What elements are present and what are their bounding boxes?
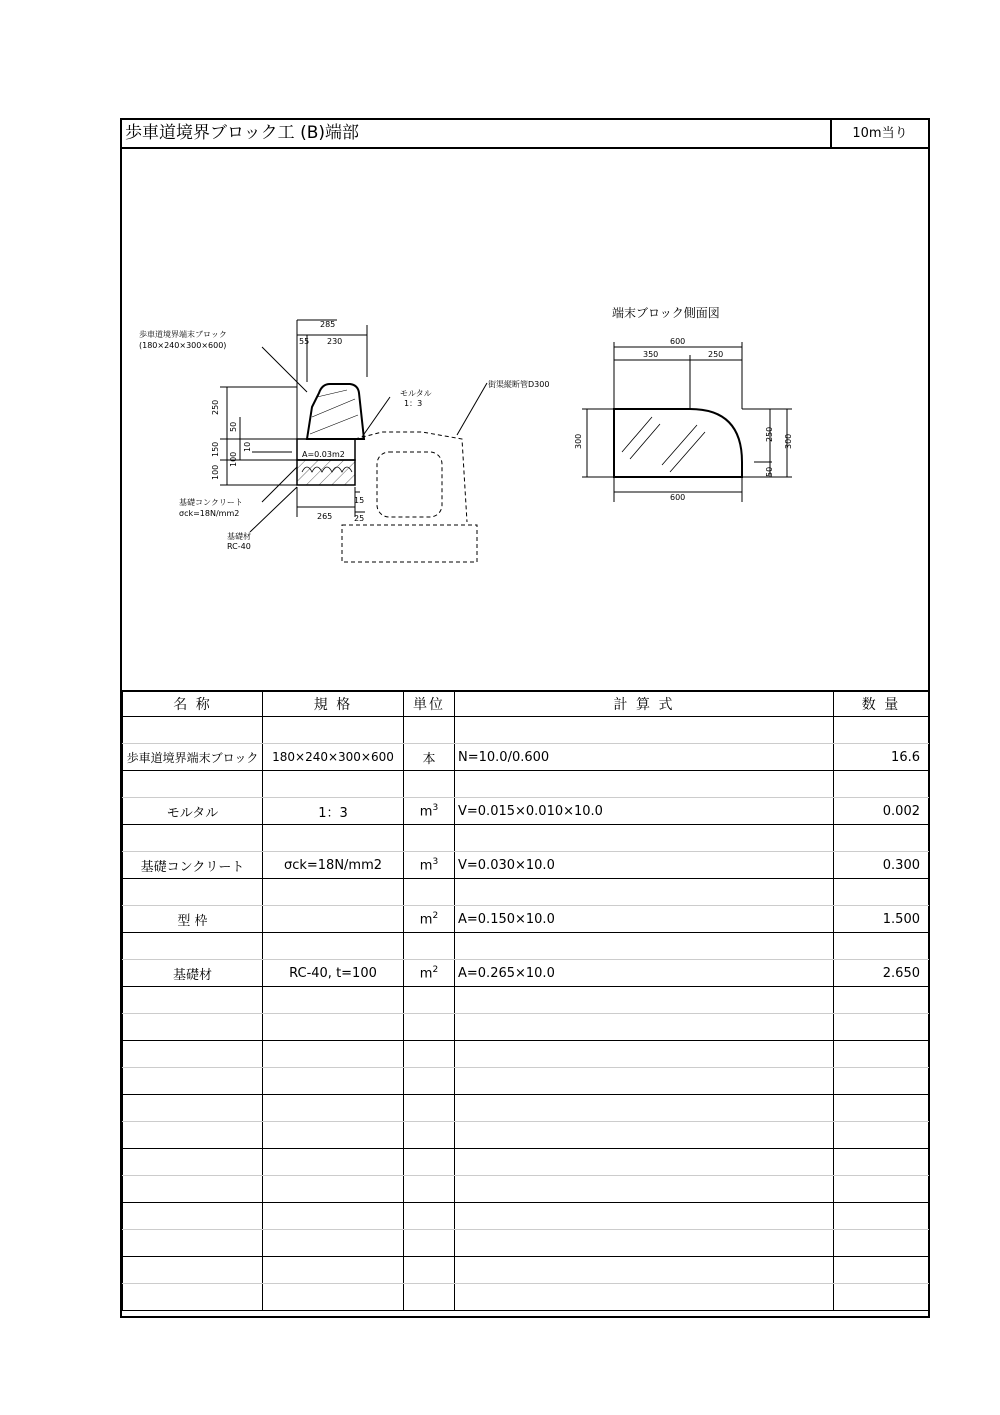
- row-qty: 1.500: [834, 906, 929, 933]
- row-formula: A=0.265×10.0: [455, 960, 834, 987]
- row-spec: 1：3: [263, 798, 404, 825]
- row-spec: 180×240×300×600: [263, 744, 404, 771]
- row-name: モルタル: [123, 798, 263, 825]
- header-unit: 単位: [404, 691, 455, 717]
- dim-side-350: 350: [643, 350, 659, 359]
- dim-10: 10: [243, 441, 252, 452]
- dim-side-300-left: 300: [574, 433, 583, 449]
- row-formula: A=0.150×10.0: [455, 906, 834, 933]
- table-row: [123, 744, 929, 771]
- cross-section: [220, 320, 487, 562]
- label-area: A=0.03m2: [302, 450, 345, 459]
- row-unit: 本: [404, 744, 455, 771]
- dim-side-250: 250: [708, 350, 724, 359]
- row-qty: 2.650: [834, 960, 929, 987]
- row-formula: V=0.030×10.0: [455, 852, 834, 879]
- dim-265: 265: [317, 512, 333, 521]
- row-qty: 0.002: [834, 798, 929, 825]
- dim-15: 15: [354, 496, 365, 505]
- row-spec: RC-40, t=100: [263, 960, 404, 987]
- label-pipe: 街渠縦断管D300: [488, 380, 550, 389]
- row-name: 型 枠: [123, 906, 263, 933]
- dim-side-600-top: 600: [670, 337, 686, 346]
- quantity-table: [122, 690, 929, 1311]
- label-mortar: モルタル: [400, 389, 432, 398]
- dim-50: 50: [229, 421, 238, 432]
- row-spec: σck=18N/mm2: [263, 852, 404, 879]
- dim-250: 250: [211, 399, 220, 415]
- table-row: [123, 798, 929, 825]
- dim-25: 25: [354, 514, 365, 523]
- dim-side-300-right: 300: [784, 433, 793, 449]
- empty-row: [123, 1149, 929, 1176]
- header-qty: 数 量: [834, 691, 929, 717]
- header-name: 名 称: [123, 691, 263, 717]
- header-formula: 計 算 式: [455, 691, 834, 717]
- dim-side-50: 50: [765, 466, 774, 477]
- label-base: 基礎材: [227, 532, 251, 541]
- row-name: 歩車道境界端末ブロック: [123, 744, 263, 771]
- dim-side-600-bottom: 600: [670, 493, 686, 502]
- dim-150: 150: [211, 441, 220, 457]
- empty-row: [123, 1041, 929, 1068]
- row-formula: V=0.015×0.010×10.0: [455, 798, 834, 825]
- table-row: [123, 852, 929, 879]
- row-formula: N=10.0/0.600: [455, 744, 834, 771]
- row-unit: $m^3$: [404, 798, 455, 825]
- construction-drawing: [122, 147, 928, 690]
- label-concrete: 基礎コンクリート: [179, 498, 243, 507]
- header-spec: 規 格: [263, 691, 404, 717]
- row-qty: 0.300: [834, 852, 929, 879]
- drawing-area: [122, 147, 928, 692]
- dim-side-250-right: 250: [765, 426, 774, 442]
- empty-row: [123, 1257, 929, 1284]
- row-name: 基礎材: [123, 960, 263, 987]
- label-block: 歩車道境界端末ブロック: [139, 330, 227, 339]
- dim-100b: 100: [211, 464, 220, 480]
- table-row: [123, 960, 929, 987]
- dim-230: 230: [327, 337, 343, 346]
- empty-row: [123, 987, 929, 1014]
- side-view-title: 端末ブロック側面図: [612, 306, 720, 320]
- dim-100: 100: [229, 451, 238, 467]
- empty-row: [123, 1203, 929, 1230]
- label-block-size: (180×240×300×600): [139, 341, 227, 350]
- row-unit: $m^2$: [404, 960, 455, 987]
- table-header: [123, 691, 929, 717]
- unit-basis: 10m当り: [830, 120, 928, 147]
- row-qty: 16.6: [834, 744, 929, 771]
- empty-row: [123, 1095, 929, 1122]
- dim-285: 285: [320, 320, 336, 329]
- dim-55: 55: [299, 337, 310, 346]
- row-unit: $m^2$: [404, 906, 455, 933]
- row-spec: [263, 906, 404, 933]
- title-bar: [122, 120, 928, 149]
- label-concrete-spec: σck=18N/mm2: [179, 509, 240, 518]
- row-unit: $m^3$: [404, 852, 455, 879]
- sheet-title: 歩車道境界ブロック工 (B)端部: [125, 123, 359, 143]
- side-view: [582, 342, 792, 502]
- label-mortar-ratio: 1：3: [404, 399, 423, 408]
- label-base-spec: RC-40: [227, 542, 251, 551]
- quantity-sheet: [120, 118, 930, 1318]
- row-name: 基礎コンクリート: [123, 852, 263, 879]
- table-row: [123, 906, 929, 933]
